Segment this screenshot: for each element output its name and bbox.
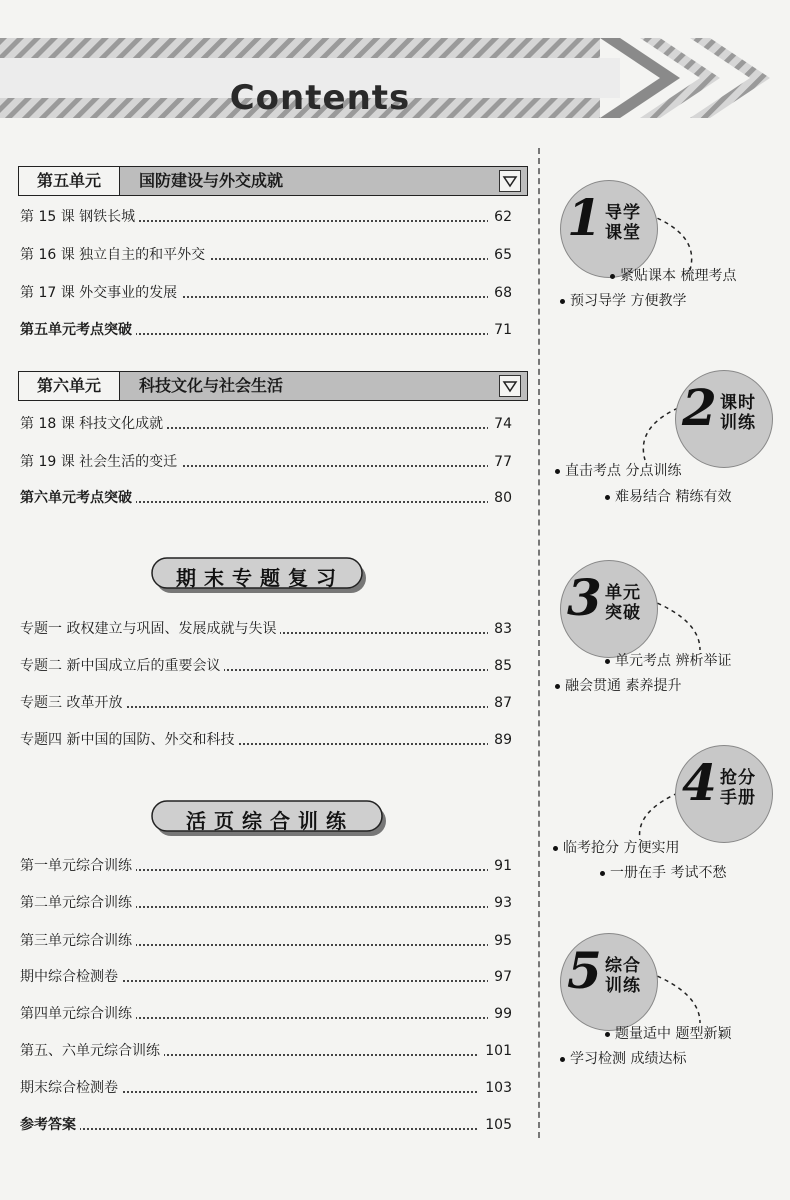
feature-text: 题量适中 题型新颖 bbox=[615, 1026, 732, 1042]
toc-page: 97 bbox=[488, 967, 512, 987]
feature-name: 综合训练 bbox=[605, 956, 641, 996]
toc-page: 77 bbox=[488, 452, 512, 472]
feature-number: 3 bbox=[567, 568, 602, 627]
toc-label: 第五、六单元综合训练 bbox=[20, 1041, 164, 1061]
toc-label: 第 19 课 社会生活的变迁 bbox=[20, 452, 181, 472]
feature-5 bbox=[550, 928, 790, 1098]
training-section-header bbox=[150, 798, 390, 840]
toc-entry[interactable] bbox=[20, 856, 512, 876]
toc-entry[interactable] bbox=[20, 693, 512, 713]
feature-line bbox=[560, 290, 686, 310]
feature-name: 课时训练 bbox=[720, 393, 756, 433]
toc-entry[interactable] bbox=[20, 207, 512, 227]
feature-text: 融会贯通 素养提升 bbox=[565, 678, 682, 694]
toc-page: 95 bbox=[488, 931, 512, 951]
feature-badge bbox=[675, 370, 773, 468]
feature-text: 预习导学 方便教学 bbox=[570, 293, 687, 309]
toc-label: 第 15 课 钢铁长城 bbox=[20, 207, 139, 227]
unit-number: 第六单元 bbox=[19, 372, 120, 400]
bullet-icon bbox=[560, 299, 565, 304]
bullet-icon bbox=[605, 495, 610, 500]
toc-label: 第二单元综合训练 bbox=[20, 893, 136, 913]
contents-banner bbox=[0, 38, 790, 120]
feature-text: 直击考点 分点训练 bbox=[565, 463, 682, 479]
toc-entry[interactable] bbox=[20, 452, 512, 472]
toc-entry[interactable] bbox=[20, 730, 512, 750]
feature-name: 抢分手册 bbox=[720, 768, 756, 808]
feature-number: 1 bbox=[567, 188, 602, 247]
toc-page: 83 bbox=[488, 619, 512, 639]
toc-label: 第一单元综合训练 bbox=[20, 856, 136, 876]
feature-name: 导学课堂 bbox=[605, 203, 641, 243]
toc-page: 99 bbox=[488, 1004, 512, 1024]
toc-label: 第三单元综合训练 bbox=[20, 931, 136, 951]
toc-entry[interactable] bbox=[20, 1078, 512, 1098]
toc-page: 103 bbox=[479, 1078, 512, 1098]
bullet-icon bbox=[605, 1032, 610, 1037]
toc-page: 65 bbox=[488, 245, 512, 265]
toc-label: 第 17 课 外交事业的发展 bbox=[20, 283, 181, 303]
toc-label: 第五单元考点突破 bbox=[20, 320, 136, 340]
unit-five-header bbox=[18, 166, 528, 196]
toc-page: 93 bbox=[488, 893, 512, 913]
bullet-icon bbox=[610, 274, 615, 279]
toc-page: 85 bbox=[488, 656, 512, 676]
section-title: 活页综合训练 bbox=[186, 809, 354, 833]
unit-title: 国防建设与外交成就 bbox=[139, 171, 284, 190]
toc-page: 62 bbox=[488, 207, 512, 227]
feature-line bbox=[555, 675, 681, 695]
toc-label: 专题一 政权建立与巩固、发展成就与失误 bbox=[20, 619, 280, 639]
feature-number: 5 bbox=[567, 941, 602, 1000]
toc-label: 专题三 改革开放 bbox=[20, 693, 126, 713]
toc-label: 第 18 课 科技文化成就 bbox=[20, 414, 167, 434]
feature-badge bbox=[560, 933, 658, 1031]
toc-entry[interactable] bbox=[20, 619, 512, 639]
toc-entry[interactable] bbox=[20, 245, 512, 265]
toc-page: 74 bbox=[488, 414, 512, 434]
feature-number: 4 bbox=[682, 753, 717, 812]
bullet-icon bbox=[555, 469, 560, 474]
toc-page: 71 bbox=[488, 320, 512, 340]
toc-entry[interactable] bbox=[20, 967, 512, 987]
toc-label: 专题四 新中国的国防、外交和科技 bbox=[20, 730, 238, 750]
leader-dots bbox=[20, 1128, 512, 1130]
section-title: 期末专题复习 bbox=[176, 566, 344, 590]
review-section-header bbox=[150, 555, 370, 597]
toc-label: 第 16 课 独立自主的和平外交 bbox=[20, 245, 209, 265]
feature-line bbox=[605, 650, 731, 670]
feature-4 bbox=[545, 745, 785, 915]
chevron-down-icon bbox=[499, 375, 521, 397]
feature-number: 2 bbox=[682, 378, 717, 437]
toc-page: 68 bbox=[488, 283, 512, 303]
feature-line bbox=[553, 837, 679, 857]
toc-page: 80 bbox=[488, 488, 512, 508]
feature-line bbox=[600, 862, 726, 882]
page-title: Contents bbox=[229, 78, 411, 118]
feature-text: 临考抢分 方便实用 bbox=[563, 840, 680, 856]
toc-page: 87 bbox=[488, 693, 512, 713]
feature-badge bbox=[675, 745, 773, 843]
feature-1 bbox=[550, 175, 790, 345]
toc-page: 101 bbox=[479, 1041, 512, 1061]
unit-six-header bbox=[18, 371, 528, 401]
toc-label: 专题二 新中国成立后的重要会议 bbox=[20, 656, 224, 676]
feature-text: 难易结合 精练有效 bbox=[615, 489, 732, 505]
toc-page: 89 bbox=[488, 730, 512, 750]
column-divider bbox=[538, 148, 540, 1138]
unit-title: 科技文化与社会生活 bbox=[139, 376, 284, 395]
feature-2 bbox=[545, 365, 785, 535]
toc-entry[interactable] bbox=[20, 1041, 512, 1061]
toc-entry[interactable] bbox=[20, 931, 512, 951]
toc-entry[interactable] bbox=[20, 488, 512, 508]
bullet-icon bbox=[560, 1057, 565, 1062]
feature-text: 一册在手 考试不愁 bbox=[610, 865, 727, 881]
toc-entry[interactable] bbox=[20, 1004, 512, 1024]
toc-page: 91 bbox=[488, 856, 512, 876]
feature-badge bbox=[560, 560, 658, 658]
bullet-icon bbox=[555, 684, 560, 689]
feature-line bbox=[605, 1023, 731, 1043]
toc-label: 第四单元综合训练 bbox=[20, 1004, 136, 1024]
toc-entry[interactable] bbox=[20, 283, 512, 303]
feature-name: 单元突破 bbox=[605, 583, 641, 623]
unit-number: 第五单元 bbox=[19, 167, 120, 195]
toc-entry[interactable] bbox=[20, 1115, 512, 1135]
bullet-icon bbox=[553, 846, 558, 851]
toc-entry[interactable] bbox=[20, 893, 512, 913]
toc-label: 第六单元考点突破 bbox=[20, 488, 136, 508]
bullet-icon bbox=[605, 659, 610, 664]
feature-badge bbox=[560, 180, 658, 278]
feature-line bbox=[560, 1048, 686, 1068]
toc-entry[interactable] bbox=[20, 320, 512, 340]
toc-page: 105 bbox=[479, 1115, 512, 1135]
toc-label: 参考答案 bbox=[20, 1115, 80, 1135]
bullet-icon bbox=[600, 871, 605, 876]
feature-text: 紧贴课本 梳理考点 bbox=[620, 268, 737, 284]
feature-line bbox=[605, 486, 731, 506]
feature-line bbox=[610, 265, 736, 285]
feature-text: 学习检测 成绩达标 bbox=[570, 1051, 687, 1067]
feature-3 bbox=[550, 555, 790, 725]
toc-label: 期末综合检测卷 bbox=[20, 1078, 122, 1098]
feature-line bbox=[555, 460, 681, 480]
toc-entry[interactable] bbox=[20, 414, 512, 434]
toc-entry[interactable] bbox=[20, 656, 512, 676]
chevron-down-icon bbox=[499, 170, 521, 192]
toc-label: 期中综合检测卷 bbox=[20, 967, 122, 987]
feature-text: 单元考点 辨析举证 bbox=[615, 653, 732, 669]
